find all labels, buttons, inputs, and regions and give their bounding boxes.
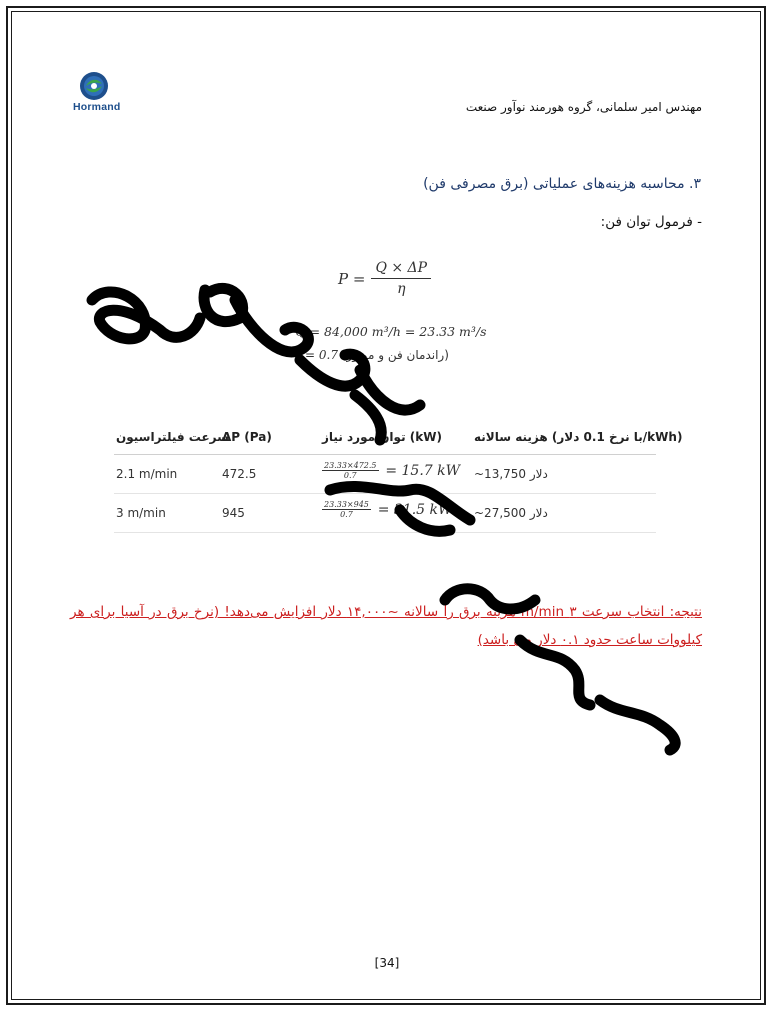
header-author: مهندس امیر سلمانی، گروه هورمند نوآور صنعت: [465, 100, 702, 114]
cell-dp: 945: [222, 506, 245, 520]
power-denominator: 0.7: [343, 471, 357, 480]
power-result: = 15.7 kW: [385, 462, 461, 479]
logo-wordmark: Hormand: [73, 101, 121, 113]
page-number: [34]: [374, 956, 400, 970]
formula-numerator: Q × ΔP: [371, 260, 431, 279]
power-result: = 31.5 kW: [377, 501, 453, 518]
power-fraction: [322, 461, 379, 480]
power-numerator: 23.33×472.5: [324, 461, 377, 470]
cost-table: [114, 420, 683, 533]
table-header-row: [114, 420, 683, 455]
bullet-efficiency: [294, 348, 449, 362]
table-row: [114, 494, 656, 533]
table-row: [114, 455, 656, 494]
cell-cost: ~13,750 دلار: [474, 467, 548, 481]
cell-speed: 2.1 m/min: [116, 467, 178, 481]
cell-cost: ~27,500 دلار: [474, 506, 548, 520]
formula-label: - فرمول توان فن:: [600, 214, 702, 230]
section-title: ۳. محاسبه هزینه‌های عملیاتی (برق مصرفی فن): [423, 176, 701, 192]
formula-denominator: η: [397, 281, 406, 297]
table-header-cost: هزینه سالانه (با نرخ 0.1 دلار/kWh): [474, 430, 683, 444]
result-note: نتیجه: انتخاب سرعت ۳ m/min هزینه برق را سالانه ~۱۴,۰۰۰ دلار افزایش می‌دهد! (نرخ برق در آسیا برای هر کیلووات ساعت حدود ۰.۱ دلار می باشد): [70, 604, 702, 648]
bullet-efficiency-note: (راندمان فن و موتور): [341, 348, 449, 362]
cell-speed: 3 m/min: [116, 506, 166, 520]
fan-power-formula: [338, 260, 431, 297]
table-header-dp: ΔP (Pa): [222, 430, 272, 444]
power-numerator: 23.33×945: [324, 500, 369, 509]
bullet-airflow-text: Q = 84,000 m³/h = 23.33 m³/s: [295, 324, 487, 339]
bullet-airflow: • Q = 84,000 m³/h = 23.33 m³/s: [284, 324, 487, 339]
power-fraction: [322, 500, 371, 519]
table-header-speed: سرعت فیلتراسیون: [116, 430, 229, 444]
cell-power: [322, 461, 460, 480]
cell-power: [322, 500, 452, 519]
table-header-power: توان مورد نیاز (kW): [322, 430, 442, 444]
cell-dp: 472.5: [222, 467, 257, 481]
power-denominator: 0.7: [340, 510, 353, 519]
bullet-efficiency-symbol: η = 0.7: [294, 348, 338, 362]
formula-fraction: [371, 260, 431, 297]
formula-lhs: P =: [338, 269, 366, 288]
